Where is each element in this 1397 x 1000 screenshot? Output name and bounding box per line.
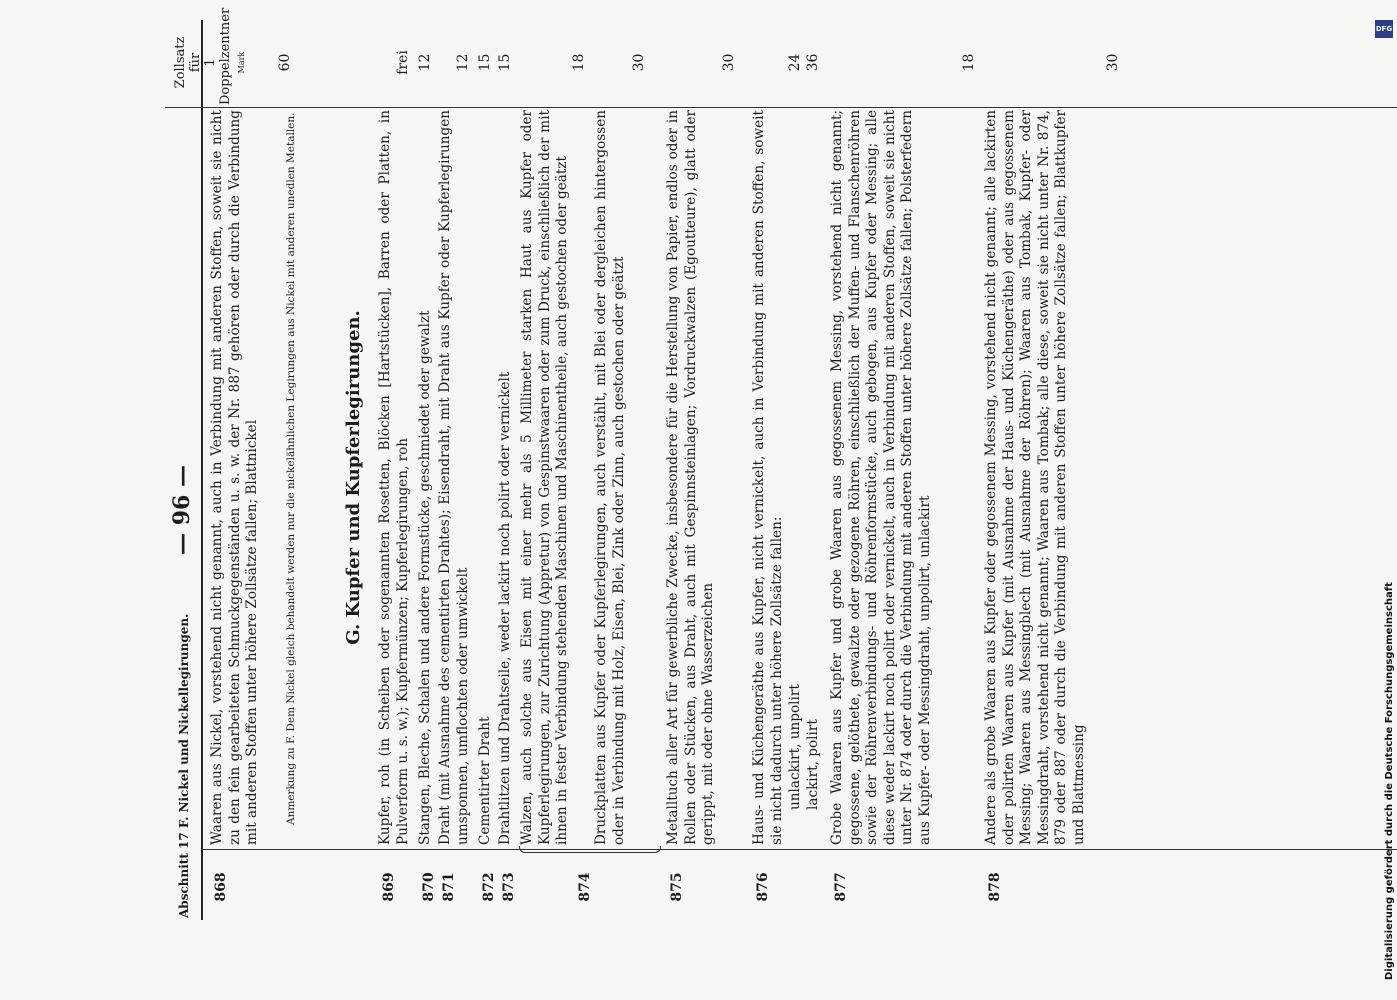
- entry-number: 872: [481, 872, 497, 902]
- entry-number: 876: [755, 872, 771, 902]
- entry-text: Andere als grobe Waaren aus Kupfer oder gegossenem Messing, vorstehend nicht genannt; alle lackirten oder polirten Waaren aus Kupfer (mit Ausnahme der Haus- und Küchengeräthe) oder aus gegossenem Messing; Waaren aus Messingblech (mit Ausnahme der Röhren); Waaren aus Tombak, Kupfer- oder Messingdraht, vorstehend nicht genannt; Waaren aus Tombak; alle diese, soweit sie nicht unter Nr. 874, 879 oder 887 oder durch die Verbindung mit anderen Stoffen unter höhere Zollsätze fallen; Blattkupfer und Blattmessing: [983, 110, 1087, 845]
- page-header: [165, 20, 205, 920]
- entry-rate: 12: [455, 53, 471, 72]
- entry-rate: 18: [961, 53, 977, 72]
- entry-text: Cementirter Draht: [477, 716, 493, 845]
- entry-number: 871: [441, 872, 457, 902]
- entry-number: 873: [501, 872, 517, 902]
- rate-head-unit: Mark: [237, 51, 246, 74]
- entry-rate: 18: [571, 53, 587, 72]
- credit-strip: [1372, 20, 1396, 980]
- rate-head-line1: Zollsatz: [173, 36, 188, 89]
- entry-rate: 24: [787, 53, 803, 72]
- entry-text: Walzen, auch solche aus Eisen mit einer mehr als 5 Millimeter starken Haut aus Kupfer oder Kupferlegirungen, zur Zurichtung (Appretur) von Gespinstwaaren oder zum Druck, einschließlich der mit ihnen in fester Verbindung stehenden Maschinen und Maschinentheile, auch gestochen oder geätzt: [519, 110, 570, 845]
- section-g-heading: G. Kupfer und Kupferlegirungen.: [343, 310, 364, 645]
- page-number: — 96 —: [169, 465, 195, 555]
- entry-number: 868: [213, 872, 229, 902]
- entry-text: lackirt, polirt: [805, 719, 821, 810]
- entry-rate: 15: [477, 53, 493, 72]
- entry-text: Draht (mit Ausnahme des cementirten Drahtes); Eisendraht, mit Draht aus Kupfer oder Kupferlegirungen umsponnen, umflochten oder umwickelt: [437, 110, 471, 845]
- entry-text: Waaren aus Nickel, vorstehend nicht genannt, auch in Verbindung mit anderen Stoffen, soweit sie nicht zu den fein gearbeiteten Schmuckgegenständen u. s. w. der Nr. 887 gehören oder durch die Verbindung mit anderen Stoffen unter höhere Zollsätze fallen; Blattnickel: [209, 110, 260, 845]
- credit-text: Digitalisierung gefördert durch die Deutsche Forschungsgemeinschaft: [1384, 582, 1395, 980]
- dfg-logo: DFG: [1375, 20, 1393, 38]
- entry-number: 875: [669, 872, 685, 902]
- entry-rate: 15: [497, 53, 513, 72]
- entry-rate: 30: [1105, 53, 1121, 72]
- entry-rate: 30: [721, 53, 737, 72]
- entry-text: Metalltuch aller Art für gewerbliche Zwecke, insbesondere für die Herstellung von Papier, endlos oder in Rollen oder Stücken, aus Draht, auch mit Gespinnsteinlagen; Vordruckwalzen (Egoutteure), glatt oder gerippt, mit oder ohne Wasserzeichen: [665, 110, 716, 845]
- entry-note: Anmerkung zu F. Dem Nickel gleich behandelt werden nur die nickelähnlichen Legirungen aus Nickel mit anderen unedlen Metallen.: [285, 112, 297, 825]
- entry-number: 870: [421, 872, 437, 902]
- entry-text: Kupfer, roh (in Scheiben oder sogenannten Rosetten, Blöcken [Hartstücken], Barren oder Platten, in Pulverform u. s. w.); Kupfermünzen; Kupferlegirungen, roh: [377, 110, 411, 845]
- entry-text: Grobe Waaren aus Kupfer und grobe Waaren aus gegossenem Messing, vorstehend nicht genannt; gegossene, gelöthete, gewalzte oder gezogene Röhren, einschließlich der Muffen- und Flanschenröhren sowie der Röhrenverbindungs- und Röhrenformstücke, auch gebogen, aus Kupfer oder Messing; alle diese weder lackirt noch polirt oder vernickelt, auch in Verbindung mit anderen Stoffen, soweit sie nicht unter Nr. 874 oder durch die Verbindung mit anderen Stoffen unter höhere Zollsätze fallen; Polsterfedern aus Kupfer- oder Messingdraht, unpolirt, unlackirt: [829, 110, 933, 845]
- entry-number: 874: [577, 872, 593, 902]
- entry-rate: 36: [805, 53, 821, 72]
- entry-number: 877: [833, 872, 849, 902]
- entry-text: Haus- und Küchengeräthe aus Kupfer, nicht vernickelt, auch in Verbindung mit anderen Stoffen, soweit sie nicht dadurch unter höhere Zollsätze fallen:: [751, 110, 785, 845]
- header-rule: [201, 20, 203, 920]
- rotated-page: [165, 7, 1397, 920]
- section-title: Abschnitt 17 F. Nickel und Nickellegirungen.: [177, 613, 191, 918]
- entry-text: Druckplatten aus Kupfer oder Kupferlegirungen, auch verstählt, mit Blei oder dergleichen hintergossen oder in Verbindung mit Holz, Eisen, Blei, Zink oder Zinn, auch gestochen oder geätzt: [593, 110, 627, 845]
- entry-rate: frei: [395, 50, 411, 75]
- rate-column-rule: [165, 107, 1397, 108]
- rate-head-line2: für: [188, 52, 203, 73]
- entry-rate: 30: [631, 53, 647, 72]
- rate-head-line3: 1 Doppelzentner: [203, 7, 233, 105]
- entry-text: unlackirt, unpolirt: [787, 684, 803, 810]
- entry-brace: [519, 846, 661, 853]
- entry-rate: 60: [277, 53, 293, 72]
- entry-rate: 12: [417, 53, 433, 72]
- entry-number: 878: [987, 872, 1003, 902]
- number-column-rule: [201, 849, 1397, 850]
- entry-text: Drahtlitzen und Drahtseile, weder lackirt noch polirt oder vernickelt: [497, 371, 513, 845]
- entry-number: 869: [381, 872, 397, 902]
- rate-column-header: [173, 7, 249, 105]
- entry-text: Stangen, Bleche, Schalen und andere Formstücke, geschmiedet oder gewalzt: [417, 310, 433, 845]
